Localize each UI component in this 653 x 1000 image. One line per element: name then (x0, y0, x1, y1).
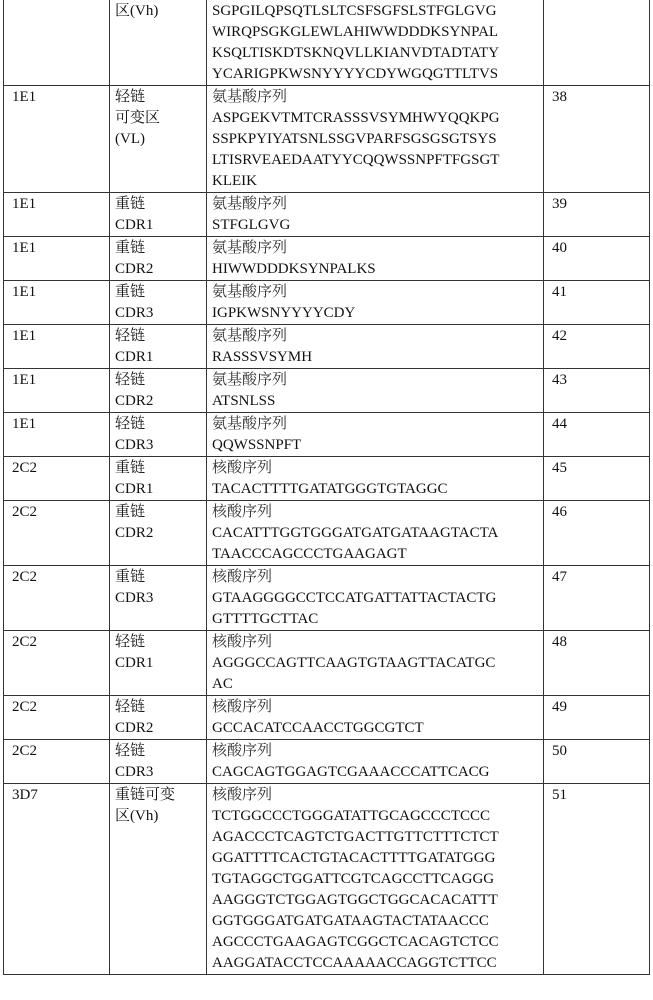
sequence-cell (207, 193, 544, 237)
sequence-line: AC (212, 674, 538, 695)
sequence-line: ATSNLSS (212, 391, 538, 412)
seq-id-cell (544, 501, 650, 566)
sequence-line: RASSSVSYMH (212, 347, 538, 368)
clone-cell (4, 566, 110, 631)
clone-cell (4, 369, 110, 413)
sequence-line: TACACTTTTGATATGGGTGTAGGC (212, 479, 538, 500)
chain-type-cell (110, 696, 207, 740)
chain-type-line: CDR3 (115, 303, 201, 324)
clone-cell (4, 413, 110, 457)
sequence-cell (207, 696, 544, 740)
seq-id-number (552, 0, 644, 1)
chain-type-line: 轻链 (115, 326, 201, 347)
chain-type-cell (110, 631, 207, 696)
sequence-kind-label: 核酸序列 (212, 697, 538, 718)
clone-cell (4, 696, 110, 740)
sequence-line: CACATTTGGTGGGATGATGATAAGTACTA (212, 523, 538, 544)
sequence-kind-label: 氨基酸序列 (212, 414, 538, 435)
seq-id-number: 47 (552, 567, 644, 588)
sequence-line: AGCCCTGAAGAGTCGGCTCACAGTCTCC (212, 932, 538, 953)
table-row (4, 369, 650, 413)
chain-type-line: 轻链 (115, 414, 201, 435)
sequence-table (3, 0, 650, 975)
sequence-line: GGTGGGATGATGATAAGTACTATAACCC (212, 911, 538, 932)
clone-name: 2C2 (12, 741, 104, 762)
chain-type-line: 轻链 (115, 632, 201, 653)
sequence-line: ASPGEKVTMTCRASSSVSYMHWYQQKPG (212, 108, 538, 129)
sequence-kind-label: 氨基酸序列 (212, 370, 538, 391)
sequence-cell (207, 457, 544, 501)
seq-id-cell (544, 631, 650, 696)
sequence-line: YCARIGPKWSNYYYYCDYWGQGTTLTVS (212, 64, 538, 85)
sequence-kind-label: 核酸序列 (212, 632, 538, 653)
chain-type-line: CDR2 (115, 259, 201, 280)
chain-type-cell (110, 501, 207, 566)
chain-type-line: 轻链 (115, 741, 201, 762)
sequence-kind-label: 氨基酸序列 (212, 87, 538, 108)
seq-id-number: 41 (552, 282, 644, 303)
chain-type-cell (110, 413, 207, 457)
seq-id-number: 51 (552, 785, 644, 806)
sequence-line: TCTGGCCCTGGGATATTGCAGCCCTCCC (212, 806, 538, 827)
clone-cell (4, 325, 110, 369)
table-row (4, 281, 650, 325)
sequence-line: IGPKWSNYYYYCDY (212, 303, 538, 324)
sequence-kind-label: 核酸序列 (212, 741, 538, 762)
seq-id-number: 42 (552, 326, 644, 347)
sequence-line: SGPGILQPSQTLSLTCSFSGFSLSTFGLGVG (212, 1, 538, 22)
clone-name: 1E1 (12, 282, 104, 303)
sequence-line: GTTTTGCTTAC (212, 609, 538, 630)
clone-cell (4, 740, 110, 784)
chain-type-cell (110, 281, 207, 325)
chain-type-line: 重链 (115, 238, 201, 259)
chain-type-cell (110, 237, 207, 281)
table-row (4, 0, 650, 86)
seq-id-cell (544, 740, 650, 784)
chain-type-line: CDR1 (115, 215, 201, 236)
sequence-line: HIWWDDDKSYNPALKS (212, 259, 538, 280)
seq-id-cell (544, 566, 650, 631)
seq-id-cell (544, 0, 650, 86)
clone-name: 2C2 (12, 502, 104, 523)
seq-id-number: 46 (552, 502, 644, 523)
chain-type-line: CDR1 (115, 347, 201, 368)
clone-name: 1E1 (12, 194, 104, 215)
chain-type-line: CDR1 (115, 653, 201, 674)
chain-type-cell (110, 566, 207, 631)
seq-id-number: 43 (552, 370, 644, 391)
clone-name: 2C2 (12, 632, 104, 653)
chain-type-cell (110, 784, 207, 975)
sequence-cell (207, 86, 544, 193)
sequence-cell (207, 740, 544, 784)
seq-id-number: 44 (552, 414, 644, 435)
sequence-line: GTAAGGGGCCTCCATGATTATTACTACTG (212, 588, 538, 609)
chain-type-line: 轻链 (115, 697, 201, 718)
sequence-line: GGATTTTCACTGTACACTTTTGATATGGG (212, 848, 538, 869)
table-row (4, 237, 650, 281)
table-row (4, 566, 650, 631)
chain-type-line: CDR3 (115, 435, 201, 456)
chain-type-cell (110, 325, 207, 369)
table-row (4, 696, 650, 740)
clone-name: 2C2 (12, 567, 104, 588)
seq-id-cell (544, 457, 650, 501)
seq-id-number: 38 (552, 87, 644, 108)
table-row (4, 501, 650, 566)
seq-id-number: 48 (552, 632, 644, 653)
seq-id-number: 45 (552, 458, 644, 479)
chain-type-line: 轻链 (115, 370, 201, 391)
sequence-kind-label: 核酸序列 (212, 567, 538, 588)
table-row (4, 193, 650, 237)
clone-cell (4, 631, 110, 696)
clone-name: 1E1 (12, 326, 104, 347)
seq-id-number: 39 (552, 194, 644, 215)
sequence-line: TGTAGGCTGGATTCGTCAGCCTTCAGGG (212, 869, 538, 890)
chain-type-line: 重链 (115, 458, 201, 479)
clone-cell (4, 281, 110, 325)
sequence-line: AAGGATACCTCCAAAAACCAGGTCTTCC (212, 953, 538, 974)
clone-name: 1E1 (12, 87, 104, 108)
clone-name: 1E1 (12, 370, 104, 391)
chain-type-line: CDR2 (115, 718, 201, 739)
sequence-kind-label: 核酸序列 (212, 458, 538, 479)
seq-id-cell (544, 281, 650, 325)
sequence-line: SSPKPYIYATSNLSSGVPARFSGSGSGTSYS (212, 129, 538, 150)
clone-cell (4, 193, 110, 237)
seq-id-number: 49 (552, 697, 644, 718)
sequence-kind-label: 氨基酸序列 (212, 194, 538, 215)
chain-type-cell (110, 369, 207, 413)
chain-type-line: 重链 (115, 282, 201, 303)
clone-name: 3D7 (12, 785, 104, 806)
seq-id-number: 50 (552, 741, 644, 762)
sequence-line: TAACCCAGCCCTGAAGAGT (212, 544, 538, 565)
sequence-cell (207, 237, 544, 281)
seq-id-cell (544, 413, 650, 457)
sequence-line: AGGGCCAGTTCAAGTGTAAGTTACATGC (212, 653, 538, 674)
chain-type-line: CDR1 (115, 479, 201, 500)
clone-cell (4, 784, 110, 975)
chain-type-cell (110, 457, 207, 501)
clone-name (12, 0, 104, 1)
sequence-cell (207, 369, 544, 413)
sequence-line: KLEIK (212, 171, 538, 192)
table-row (4, 631, 650, 696)
sequence-cell (207, 413, 544, 457)
chain-type-line: 重链可变 (115, 785, 201, 806)
chain-type-line: CDR3 (115, 588, 201, 609)
chain-type-line: CDR2 (115, 523, 201, 544)
chain-type-line: 可变区 (115, 108, 201, 129)
seq-id-cell (544, 193, 650, 237)
table-row (4, 413, 650, 457)
seq-id-cell (544, 369, 650, 413)
sequence-line: STFGLGVG (212, 215, 538, 236)
seq-id-cell (544, 237, 650, 281)
table-row (4, 740, 650, 784)
clone-name: 2C2 (12, 697, 104, 718)
clone-name: 2C2 (12, 458, 104, 479)
clone-cell (4, 501, 110, 566)
chain-type-line: (VL) (115, 129, 201, 150)
sequence-cell (207, 501, 544, 566)
chain-type-line: 重链 (115, 194, 201, 215)
clone-name: 1E1 (12, 238, 104, 259)
clone-cell (4, 237, 110, 281)
sequence-kind-label: 氨基酸序列 (212, 238, 538, 259)
seq-id-cell (544, 86, 650, 193)
sequence-cell (207, 325, 544, 369)
chain-type-cell (110, 0, 207, 86)
clone-cell (4, 0, 110, 86)
seq-id-number: 40 (552, 238, 644, 259)
chain-type-cell (110, 193, 207, 237)
sequence-line: LTISRVEAEDAATYYCQQWSSNPFTFGSGT (212, 150, 538, 171)
seq-id-cell (544, 325, 650, 369)
sequence-kind-label: 氨基酸序列 (212, 282, 538, 303)
chain-type-cell (110, 86, 207, 193)
table-row (4, 784, 650, 975)
sequence-line: AGACCCTCAGTCTGACTTGTTCTTTCTCT (212, 827, 538, 848)
sequence-line: QQWSSNPFT (212, 435, 538, 456)
chain-type-line: CDR3 (115, 762, 201, 783)
clone-name: 1E1 (12, 414, 104, 435)
table-row (4, 457, 650, 501)
clone-cell (4, 457, 110, 501)
sequence-line: AAGGGTCTGGAGTGGCTGGCACACATTT (212, 890, 538, 911)
chain-type-line: 区(Vh) (115, 806, 201, 827)
sequence-cell (207, 566, 544, 631)
clone-cell (4, 86, 110, 193)
sequence-kind-label: 氨基酸序列 (212, 326, 538, 347)
seq-id-cell (544, 784, 650, 975)
chain-type-line: 重链 (115, 502, 201, 523)
sequence-cell (207, 281, 544, 325)
chain-type-line: CDR2 (115, 391, 201, 412)
sequence-cell (207, 631, 544, 696)
sequence-line: CAGCAGTGGAGTCGAAACCCATTCACG (212, 762, 538, 783)
sequence-kind-label: 核酸序列 (212, 785, 538, 806)
table-row (4, 325, 650, 369)
sequence-cell (207, 784, 544, 975)
chain-type-cell (110, 740, 207, 784)
sequence-kind-label: 核酸序列 (212, 502, 538, 523)
table-row (4, 86, 650, 193)
chain-type-line: 区(Vh) (115, 1, 201, 22)
sequence-line: KSQLTISKDTSKNQVLLKIANVDTADTATY (212, 43, 538, 64)
sequence-line: GCCACATCCAACCTGGCGTCT (212, 718, 538, 739)
chain-type-line: 重链 (115, 567, 201, 588)
sequence-cell (207, 0, 544, 86)
chain-type-line: 轻链 (115, 87, 201, 108)
seq-id-cell (544, 696, 650, 740)
sequence-line: WIRQPSGKGLEWLAHIWWDDDKSYNPAL (212, 22, 538, 43)
